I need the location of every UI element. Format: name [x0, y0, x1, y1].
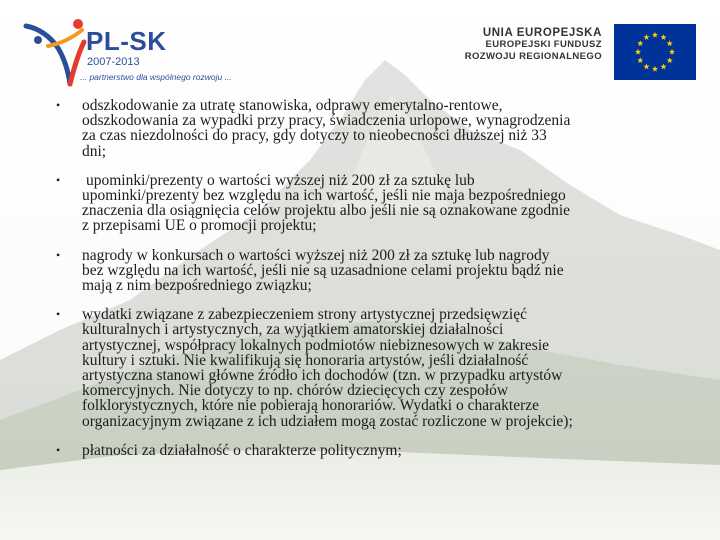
list-item-text: [82, 443, 664, 458]
program-years: 2007-2013: [87, 56, 140, 68]
list-item-text: [82, 173, 664, 234]
list-item: [52, 173, 664, 234]
text-line: znaczenia dla osiągnięcia celów projektu albo jeśli nie są oznakowane zgodnie: [82, 202, 571, 220]
list-item-text: [82, 248, 664, 294]
text-line: upominki/prezenty bez względu na ich wartość, jeśli nie maja bezpośredniego: [82, 187, 566, 205]
eu-label-line1: UNIA EUROPEJSKA: [482, 27, 602, 39]
text-line: wydatki związane z zabezpieczeniem strony artystycznej przedsięwzięć: [82, 306, 527, 324]
list-item: [52, 443, 664, 458]
text-line: artystyczna stanowi główne źródło ich dochodów (tzn. w przypadku artystów: [82, 367, 563, 385]
bullet-icon: •: [56, 442, 61, 457]
list-item: [52, 307, 664, 429]
text-line: odszkodowania za wypadki przy pracy, świadczenia urlopowe, wynagrodzenia: [82, 112, 571, 130]
text-line: dni;: [82, 142, 107, 160]
list-item: [52, 248, 664, 294]
text-line: za czas niezdolności do pracy, gdy dotyczy to nieobecności dłuższej niż 33: [82, 127, 547, 145]
text-line: z przepisami UE o promocji projektu;: [82, 217, 317, 235]
text-line: nagrody w konkursach o wartości wyższej niż 200 zł za sztukę lub nagrody: [82, 246, 550, 264]
text-line: odszkodowanie za utratę stanowiska, odprawy emerytalno-rentowe,: [82, 97, 503, 114]
bullet-icon: •: [56, 172, 61, 187]
text-line: komercyjnych. Nie dotyczy to np. chórów dziecięcych czy zespołów: [82, 382, 509, 400]
text-line: upominki/prezenty o wartości wyższej niż 200 zł za sztukę lub: [86, 171, 475, 189]
bullet-icon: •: [56, 247, 61, 262]
ineligible-costs-list: [52, 98, 664, 458]
text-line: folklorystycznych, które nie pobierają honorariów. Wydatki o charakterze: [82, 397, 540, 415]
program-tagline: ... partnerstwo dla wspólnego rozwoju ...: [80, 72, 232, 82]
text-line: bez względu na ich wartość, jeśli nie są uzasadnione celami projektu bądź nie: [82, 261, 564, 279]
program-name: PL-SK: [86, 26, 167, 56]
text-line: płatności za działalność o charakterze politycznym;: [82, 441, 402, 459]
text-line: organizacyjnym związane z ich udziałem mogą zostać rozliczone w projekcie);: [82, 412, 573, 430]
text-line: mają z nim bezpośredniego związku;: [82, 277, 312, 295]
eu-label: [465, 27, 602, 63]
list-item: [52, 98, 664, 159]
bullet-icon: •: [56, 98, 61, 112]
eu-label-line2: EUROPEJSKI FUNDUSZ: [485, 39, 602, 50]
eu-flag-icon: [614, 24, 696, 80]
eu-label-line3: ROZWOJU REGIONALNEGO: [464, 51, 602, 62]
text-line: kultury i sztuki. Nie kwalifikują się honoraria artystów, jeśli działalność: [82, 351, 529, 369]
text-line: kulturalnych i artystycznych, za wyjątkiem amatorskiej działalności: [82, 321, 504, 339]
bullet-icon: •: [56, 307, 61, 322]
list-item-text: [82, 307, 664, 429]
list-item-text: [82, 98, 664, 159]
text-line: artystycznej, współpracy lokalnych podmiotów niebiznesowych w zakresie: [82, 336, 550, 354]
